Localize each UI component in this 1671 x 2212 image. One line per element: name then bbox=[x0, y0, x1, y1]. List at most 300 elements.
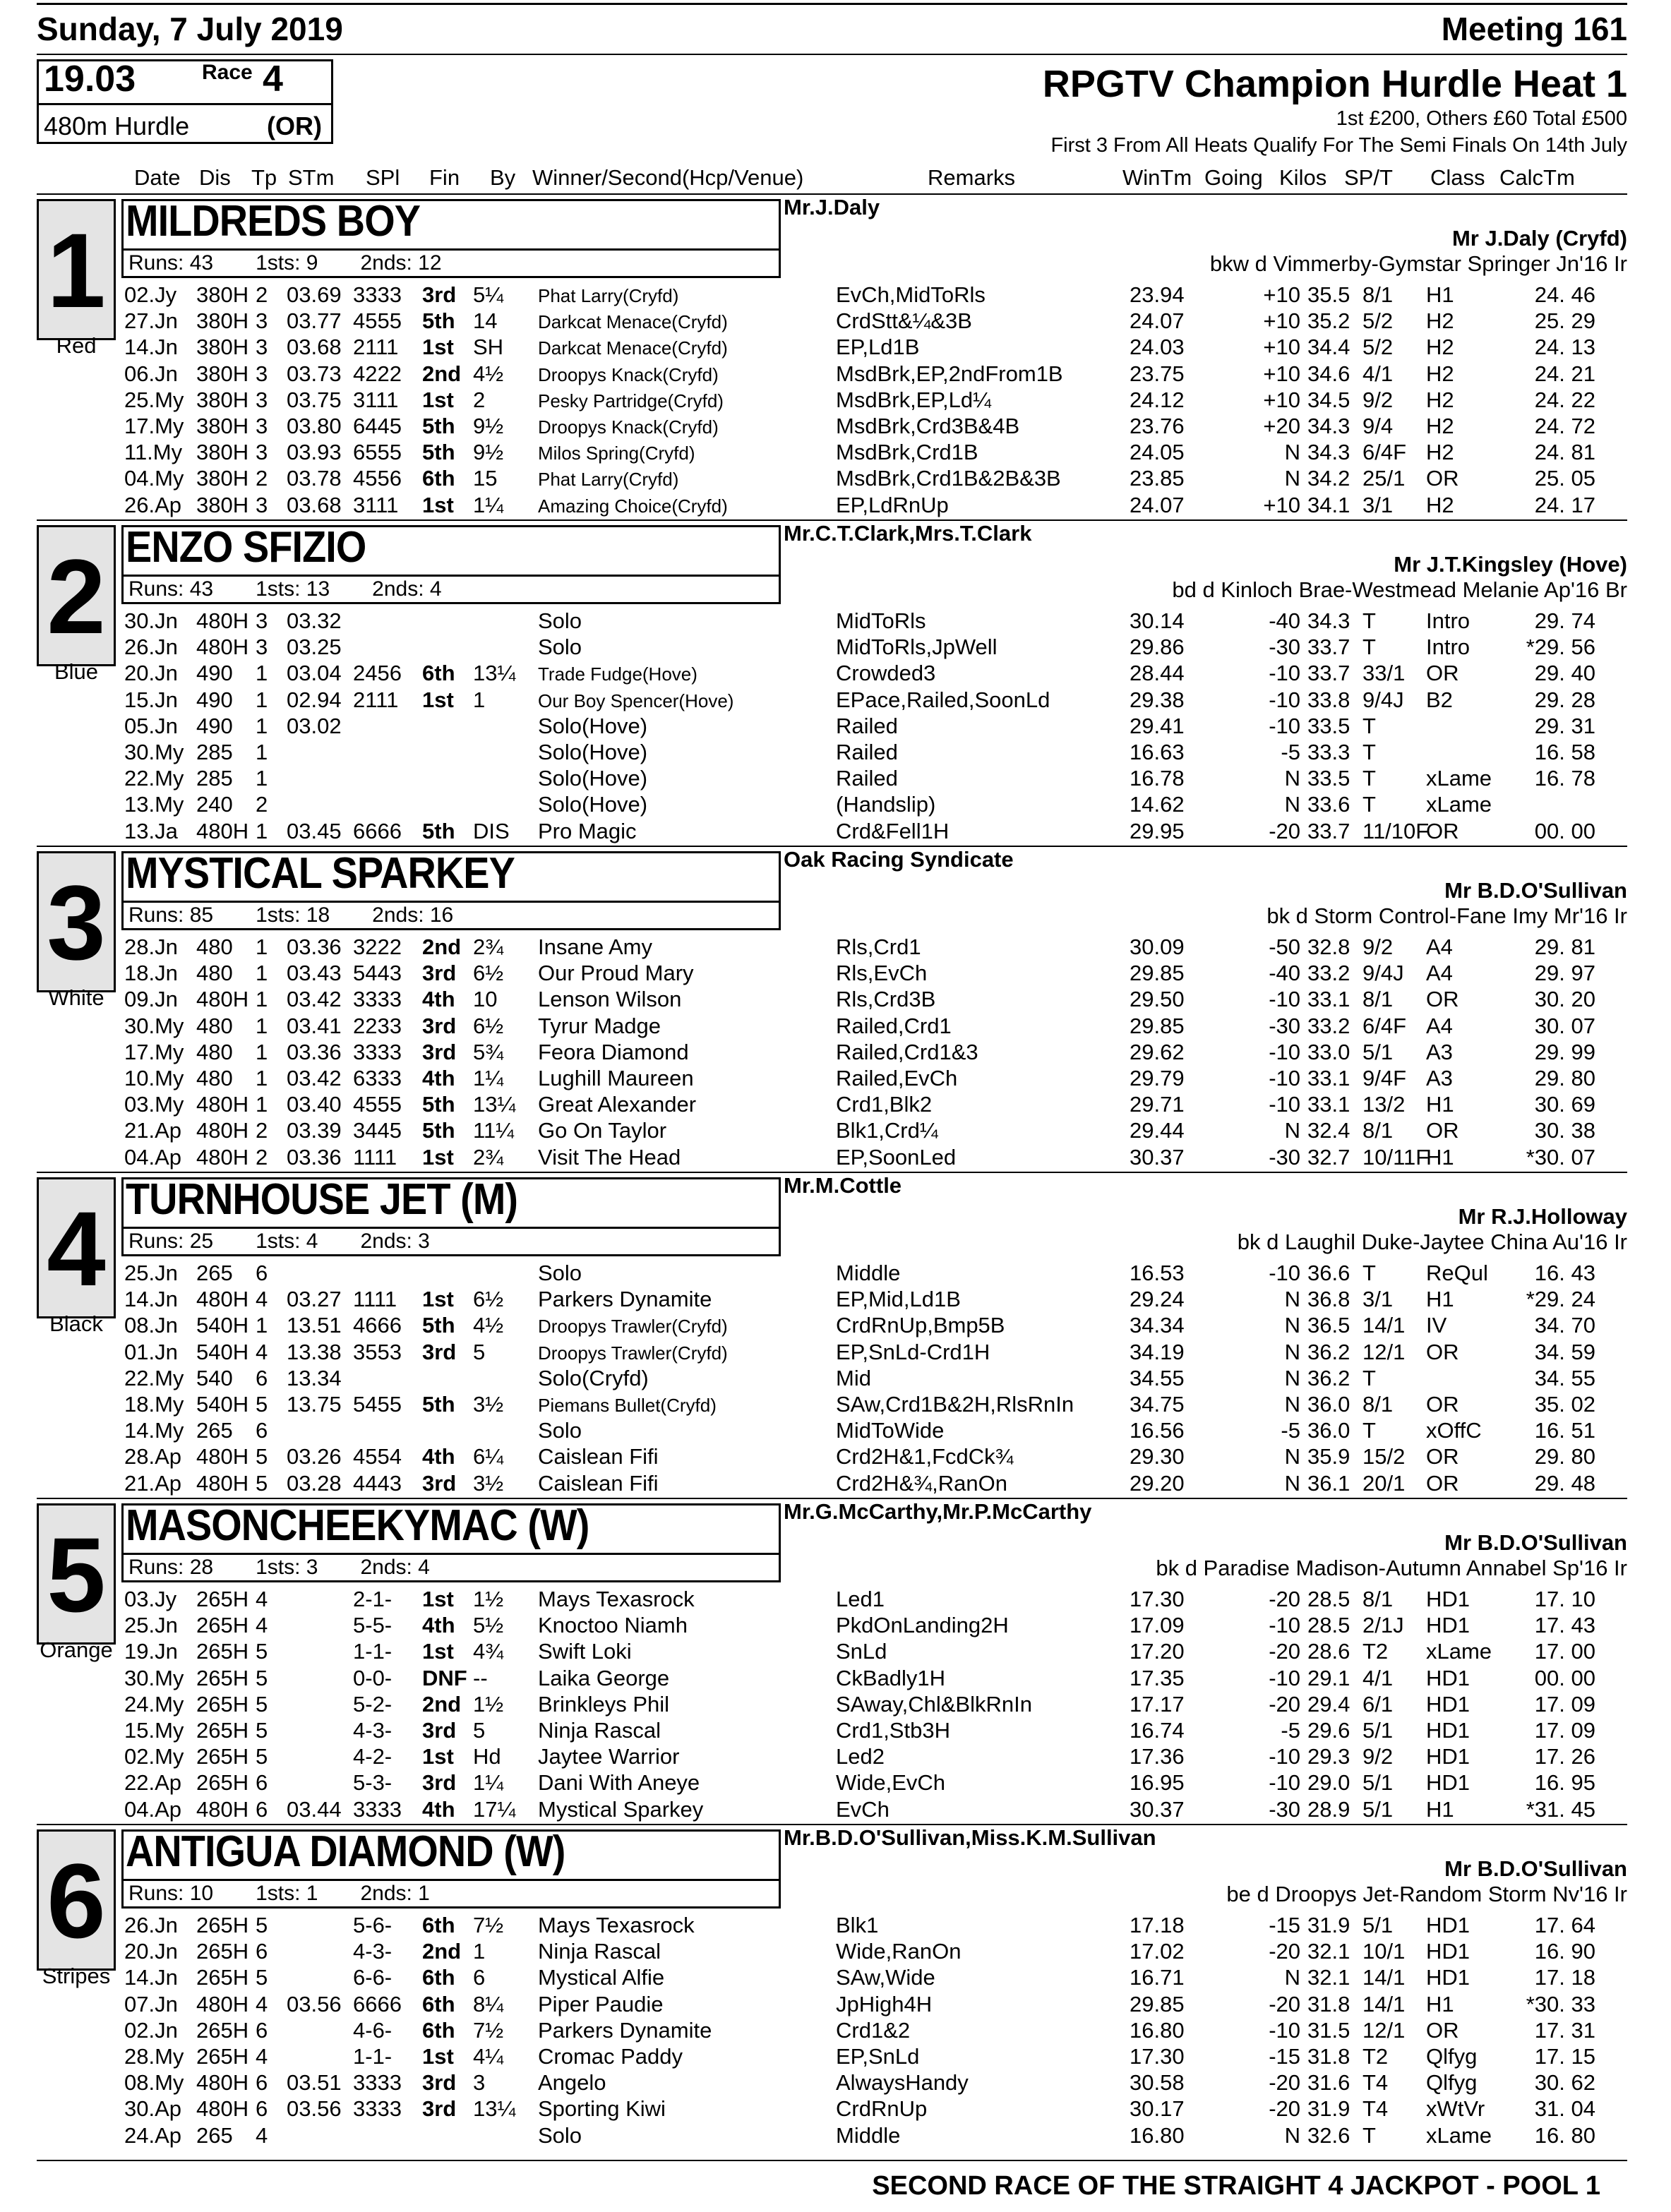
form-calc-time: 16. 95 bbox=[1534, 1770, 1595, 1796]
form-finish: 5th bbox=[422, 440, 455, 465]
form-trap: 5 bbox=[256, 1470, 268, 1496]
form-by: 6¼ bbox=[473, 1444, 504, 1469]
form-kilos: 33.7 bbox=[1307, 661, 1350, 686]
form-row bbox=[0, 1418, 1671, 1444]
form-by: 5¾ bbox=[473, 1039, 504, 1064]
form-distance: 240 bbox=[196, 792, 233, 817]
form-kilos: 33.1 bbox=[1307, 1066, 1350, 1090]
form-remarks: CrdRnUp bbox=[836, 2096, 928, 2122]
form-win-time: 30.37 bbox=[1130, 1144, 1185, 1170]
form-calc-time: *29. 56 bbox=[1526, 635, 1595, 660]
form-split: 5-2- bbox=[353, 1691, 393, 1717]
form-split: 2111 bbox=[353, 335, 399, 360]
form-date: 30.Jn bbox=[124, 608, 178, 633]
form-date: 03.Jy bbox=[124, 1587, 177, 1611]
footer-note: SECOND RACE OF THE STRAIGHT 4 JACKPOT - POOL 1 bbox=[872, 2171, 1600, 2201]
form-trap: 6 bbox=[256, 1418, 268, 1443]
form-win-time: 29.86 bbox=[1130, 635, 1185, 660]
form-class: HD1 bbox=[1426, 1939, 1471, 1964]
form-kilos: 33.7 bbox=[1307, 635, 1350, 660]
form-sp: 5/1 bbox=[1362, 1796, 1394, 1822]
form-by: 5 bbox=[473, 1718, 486, 1743]
form-distance: 380H bbox=[196, 282, 249, 307]
form-remarks: Crd2H&¾,RanOn bbox=[836, 1470, 1007, 1496]
form-distance: 490 bbox=[196, 713, 233, 738]
form-date: 14.My bbox=[124, 1418, 184, 1443]
form-date: 30.My bbox=[124, 1013, 184, 1038]
form-kilos: 35.2 bbox=[1307, 308, 1350, 334]
form-split: 6666 bbox=[353, 1991, 402, 2016]
form-sp: 9/4F bbox=[1362, 1066, 1407, 1090]
form-win-time: 16.80 bbox=[1130, 2122, 1185, 2148]
form-win-time: 16.56 bbox=[1130, 1418, 1185, 1443]
form-sectional: 03.26 bbox=[287, 1444, 342, 1469]
form-finish: 6th bbox=[422, 466, 455, 491]
form-remarks: MsdBrk,Crd1B&2B&3B bbox=[836, 466, 1061, 491]
form-going: N bbox=[1284, 2122, 1300, 2148]
form-finish: 3rd bbox=[422, 2096, 457, 2122]
form-class: HD1 bbox=[1426, 1770, 1471, 1796]
form-calc-time: 29. 28 bbox=[1534, 687, 1595, 712]
form-finish: 4th bbox=[422, 1613, 455, 1638]
form-going: -20 bbox=[1269, 818, 1300, 843]
trap-number: 6 bbox=[37, 1829, 116, 1971]
form-win-time: 29.20 bbox=[1130, 1470, 1185, 1496]
form-remarks: EP,SoonLed bbox=[836, 1144, 957, 1170]
stat-runs: Runs: 43 bbox=[128, 251, 214, 275]
trap-number: 3 bbox=[37, 851, 116, 992]
form-calc-time: *30. 33 bbox=[1526, 1991, 1595, 2016]
footer-rule bbox=[37, 2160, 1627, 2161]
form-calc-time: 17. 09 bbox=[1534, 1718, 1595, 1743]
dog-name: MASONCHEEKYMAC (W) bbox=[126, 1501, 589, 1550]
form-win-time: 24.07 bbox=[1130, 492, 1185, 517]
form-distance: 480H bbox=[196, 2096, 249, 2122]
form-going: -10 bbox=[1269, 1665, 1300, 1690]
dog-name: ANTIGUA DIAMOND (W) bbox=[126, 1827, 565, 1876]
form-sp: 9/4 bbox=[1362, 414, 1394, 438]
form-split: 3222 bbox=[353, 934, 402, 959]
form-sp: T bbox=[1362, 635, 1376, 660]
form-remarks: CkBadly1H bbox=[836, 1665, 946, 1690]
form-trap: 3 bbox=[256, 440, 268, 465]
form-win-time: 23.85 bbox=[1130, 466, 1185, 491]
form-row bbox=[0, 1471, 1671, 1497]
form-remarks: MsdBrk,Crd3B&4B bbox=[836, 414, 1020, 438]
form-row bbox=[0, 1340, 1671, 1366]
form-kilos: 29.0 bbox=[1307, 1770, 1350, 1796]
form-split: 1111 bbox=[353, 1144, 397, 1170]
form-winner: Droopys Trawler(Cryfd) bbox=[538, 1342, 728, 1364]
form-split: 2-1- bbox=[353, 1587, 393, 1611]
form-distance: 285 bbox=[196, 766, 233, 791]
form-class: xLame bbox=[1426, 1639, 1492, 1664]
form-winner: Solo(Cryfd) bbox=[538, 1365, 649, 1390]
form-date: 28.Ap bbox=[124, 1444, 182, 1469]
form-by: 2¾ bbox=[473, 1144, 504, 1170]
form-row bbox=[0, 1639, 1671, 1665]
form-sp: 14/1 bbox=[1362, 1313, 1406, 1338]
form-kilos: 34.5 bbox=[1307, 387, 1350, 412]
form-split: 3553 bbox=[353, 1339, 402, 1364]
trap-number: 4 bbox=[37, 1177, 116, 1318]
form-remarks: SAway,Chl&BlkRnIn bbox=[836, 1691, 1032, 1717]
form-sp: 10/11F bbox=[1362, 1144, 1430, 1170]
form-trap: 3 bbox=[256, 335, 268, 360]
form-win-time: 29.50 bbox=[1130, 987, 1185, 1012]
form-remarks: MidToRls,JpWell bbox=[836, 635, 998, 660]
form-finish: 2nd bbox=[422, 934, 462, 959]
form-sp: 10/1 bbox=[1362, 1939, 1406, 1964]
form-winner: Darkcat Menace(Cryfd) bbox=[538, 337, 728, 359]
form-trap: 4 bbox=[256, 1339, 268, 1364]
form-going: N bbox=[1284, 1118, 1300, 1143]
form-sp: 3/1 bbox=[1362, 1287, 1394, 1312]
form-going: -10 bbox=[1269, 661, 1300, 686]
dog-name: TURNHOUSE JET (M) bbox=[126, 1175, 518, 1224]
form-winner: Caislean Fifi bbox=[538, 1444, 659, 1469]
form-finish: 1st bbox=[422, 335, 454, 360]
form-winner: Solo(Hove) bbox=[538, 740, 648, 764]
form-distance: 265H bbox=[196, 2044, 249, 2069]
form-finish: 1st bbox=[422, 1144, 454, 1170]
form-calc-time: 24. 46 bbox=[1534, 282, 1595, 307]
form-calc-time: 29. 31 bbox=[1534, 713, 1595, 738]
form-remarks: EP,Mid,Ld1B bbox=[836, 1287, 961, 1312]
form-calc-time: 31. 04 bbox=[1534, 2096, 1595, 2122]
form-going: -10 bbox=[1269, 1261, 1300, 1285]
form-trap: 3 bbox=[256, 387, 268, 412]
form-win-time: 23.75 bbox=[1130, 361, 1185, 386]
breeding: bd d Kinloch Brae-Westmead Melanie Ap'16 Br bbox=[1172, 577, 1627, 602]
form-kilos: 28.9 bbox=[1307, 1796, 1350, 1822]
form-remarks: Middle bbox=[836, 1261, 901, 1285]
form-kilos: 33.6 bbox=[1307, 792, 1350, 817]
form-remarks: EP,SnLd bbox=[836, 2044, 920, 2069]
col-stm: STm bbox=[288, 165, 335, 190]
form-calc-time: 17. 09 bbox=[1534, 1691, 1595, 1717]
form-sectional: 03.44 bbox=[287, 1796, 342, 1822]
form-sp: T bbox=[1362, 766, 1376, 791]
form-distance: 265H bbox=[196, 1691, 249, 1717]
form-sp: 12/1 bbox=[1362, 2017, 1406, 2043]
form-remarks: SAw,Wide bbox=[836, 1965, 935, 1990]
form-winner: Darkcat Menace(Cryfd) bbox=[538, 311, 728, 333]
form-split: 5455 bbox=[353, 1392, 402, 1417]
form-trap: 3 bbox=[256, 308, 268, 334]
form-sectional: 13.75 bbox=[287, 1392, 342, 1417]
form-calc-time: 29. 48 bbox=[1534, 1470, 1595, 1496]
form-date: 05.Jn bbox=[124, 713, 178, 738]
form-split: 2456 bbox=[353, 661, 402, 686]
form-winner: Sporting Kiwi bbox=[538, 2096, 666, 2122]
form-finish: 1st bbox=[422, 1744, 454, 1769]
form-split: 6-6- bbox=[353, 1965, 393, 1990]
form-by: 6½ bbox=[473, 1013, 504, 1038]
form-trap: 2 bbox=[256, 466, 268, 491]
form-calc-time: 29. 74 bbox=[1534, 608, 1595, 633]
form-kilos: 33.1 bbox=[1307, 1092, 1350, 1117]
form-kilos: 36.6 bbox=[1307, 1261, 1350, 1285]
form-winner: Solo(Hove) bbox=[538, 713, 648, 738]
form-going: -10 bbox=[1269, 2017, 1300, 2043]
form-sp: 9/4J bbox=[1362, 961, 1404, 986]
form-class: HD1 bbox=[1426, 1744, 1471, 1769]
form-finish: 1st bbox=[422, 2044, 454, 2069]
form-winner: Angelo bbox=[538, 2070, 606, 2096]
form-winner: Swift Loki bbox=[538, 1639, 632, 1664]
form-going: +10 bbox=[1263, 282, 1300, 307]
form-winner: Caislean Fifi bbox=[538, 1470, 659, 1496]
form-sectional: 03.69 bbox=[287, 282, 342, 307]
form-calc-time: 29. 80 bbox=[1534, 1066, 1595, 1090]
form-finish: 3rd bbox=[422, 1013, 457, 1038]
form-class: OR bbox=[1426, 1339, 1459, 1364]
form-calc-time: 30. 38 bbox=[1534, 1118, 1595, 1143]
form-finish: 5th bbox=[422, 1313, 455, 1338]
form-date: 06.Jn bbox=[124, 361, 178, 386]
form-going: -5 bbox=[1281, 740, 1300, 764]
form-row bbox=[0, 687, 1671, 714]
form-win-time: 17.17 bbox=[1130, 1691, 1185, 1717]
form-finish: 6th bbox=[422, 2017, 455, 2043]
form-class: Intro bbox=[1426, 608, 1471, 633]
form-row bbox=[0, 1118, 1671, 1144]
form-trap: 2 bbox=[256, 1144, 268, 1170]
form-class: OR bbox=[1426, 1470, 1459, 1496]
dog-stats bbox=[128, 903, 496, 927]
form-sectional: 03.42 bbox=[287, 987, 342, 1012]
form-win-time: 34.55 bbox=[1130, 1365, 1185, 1390]
form-date: 28.My bbox=[124, 2044, 184, 2069]
form-row bbox=[0, 2044, 1671, 2070]
form-winner: Mystical Alfie bbox=[538, 1965, 665, 1990]
form-distance: 380H bbox=[196, 414, 249, 438]
form-sp: 6/4F bbox=[1362, 440, 1407, 465]
form-sectional: 03.42 bbox=[287, 1066, 342, 1090]
form-distance: 265H bbox=[196, 1965, 249, 1990]
form-remarks: Railed,EvCh bbox=[836, 1066, 958, 1090]
form-by: 6 bbox=[473, 1965, 486, 1990]
col-winner: Winner/Second(Hcp/Venue) bbox=[532, 165, 804, 190]
form-date: 22.My bbox=[124, 766, 184, 791]
form-win-time: 17.35 bbox=[1130, 1665, 1185, 1690]
form-remarks: Crd1,Stb3H bbox=[836, 1718, 950, 1743]
form-date: 20.Jn bbox=[124, 661, 178, 686]
trap-colour: Orange bbox=[40, 1637, 113, 1662]
form-row bbox=[0, 282, 1671, 308]
form-by: 6½ bbox=[473, 961, 504, 986]
dog-name-box-divider bbox=[121, 575, 781, 577]
form-calc-time: 17. 26 bbox=[1534, 1744, 1595, 1769]
dog-name: MILDREDS BOY bbox=[126, 197, 421, 246]
form-finish: 3rd bbox=[422, 2070, 457, 2096]
form-going: -10 bbox=[1269, 687, 1300, 712]
form-calc-time: 24. 21 bbox=[1534, 361, 1595, 386]
form-trap: 3 bbox=[256, 414, 268, 438]
form-calc-time: 30. 20 bbox=[1534, 987, 1595, 1012]
form-row bbox=[0, 1287, 1671, 1313]
col-kilos: Kilos bbox=[1279, 165, 1327, 190]
form-remarks: Crowded3 bbox=[836, 661, 936, 686]
trainer: Mr B.D.O'Sullivan bbox=[1444, 878, 1627, 903]
form-date: 02.Jn bbox=[124, 2017, 178, 2043]
form-remarks: Rls,Crd3B bbox=[836, 987, 936, 1012]
form-sectional: 03.51 bbox=[287, 2070, 342, 2096]
form-trap: 1 bbox=[256, 766, 268, 791]
form-kilos: 33.0 bbox=[1307, 1039, 1350, 1064]
form-split: 1-1- bbox=[353, 1639, 393, 1664]
form-finish: 2nd bbox=[422, 1691, 462, 1717]
form-split: 5443 bbox=[353, 961, 402, 986]
form-calc-time: 25. 29 bbox=[1534, 308, 1595, 334]
form-split: 4443 bbox=[353, 1470, 402, 1496]
form-winner: Pesky Partridge(Cryfd) bbox=[538, 390, 724, 411]
trainer: Mr J.T.Kingsley (Hove) bbox=[1394, 552, 1627, 577]
form-class: H2 bbox=[1426, 361, 1454, 386]
form-trap: 2 bbox=[256, 792, 268, 817]
dog-name-box-divider bbox=[121, 1227, 781, 1229]
form-class: OR bbox=[1426, 1392, 1459, 1417]
form-going: N bbox=[1284, 1392, 1300, 1417]
form-class: HD1 bbox=[1426, 1613, 1471, 1638]
form-sp: 2/1J bbox=[1362, 1613, 1404, 1638]
form-sp: 9/2 bbox=[1362, 934, 1394, 959]
stat-seconds: 2nds: 12 bbox=[360, 251, 442, 275]
trap-number: 5 bbox=[37, 1503, 116, 1645]
dog-stats bbox=[128, 1230, 472, 1254]
form-sp: T bbox=[1362, 2122, 1376, 2148]
form-class: HD1 bbox=[1426, 1665, 1471, 1690]
form-row bbox=[0, 1261, 1671, 1287]
form-class: OR bbox=[1426, 987, 1459, 1012]
form-kilos: 32.4 bbox=[1307, 1118, 1350, 1143]
form-distance: 480H bbox=[196, 1118, 249, 1143]
form-row bbox=[0, 2070, 1671, 2096]
race-label: Race bbox=[202, 61, 253, 84]
form-row bbox=[0, 1040, 1671, 1066]
form-kilos: 33.3 bbox=[1307, 740, 1350, 764]
form-win-time: 16.95 bbox=[1130, 1770, 1185, 1796]
form-by: SH bbox=[473, 335, 504, 360]
form-date: 15.My bbox=[124, 1718, 184, 1743]
form-calc-time: 34. 59 bbox=[1534, 1339, 1595, 1364]
form-winner: Solo bbox=[538, 2122, 582, 2148]
form-class: H1 bbox=[1426, 282, 1454, 307]
form-trap: 2 bbox=[256, 1118, 268, 1143]
form-kilos: 36.2 bbox=[1307, 1339, 1350, 1364]
race-grade: (OR) bbox=[267, 112, 322, 140]
form-trap: 5 bbox=[256, 1913, 268, 1937]
form-by: 1 bbox=[473, 1939, 486, 1964]
form-class: A4 bbox=[1426, 961, 1453, 986]
form-going: -5 bbox=[1281, 1418, 1300, 1443]
form-remarks: Rls,EvCh bbox=[836, 961, 928, 986]
form-split: 1-1- bbox=[353, 2044, 393, 2069]
form-row bbox=[0, 1965, 1671, 1991]
form-calc-time: 17. 15 bbox=[1534, 2044, 1595, 2069]
form-remarks: JpHigh4H bbox=[836, 1991, 933, 2016]
form-sp: 8/1 bbox=[1362, 1392, 1394, 1417]
form-class: A3 bbox=[1426, 1066, 1453, 1090]
form-trap: 6 bbox=[256, 1770, 268, 1796]
form-distance: 480H bbox=[196, 1796, 249, 1822]
form-calc-time: *31. 45 bbox=[1526, 1796, 1595, 1822]
form-row bbox=[0, 1718, 1671, 1744]
form-split: 4555 bbox=[353, 308, 402, 334]
form-split: 4555 bbox=[353, 1092, 402, 1117]
form-distance: 480H bbox=[196, 2070, 249, 2096]
form-win-time: 29.44 bbox=[1130, 1118, 1185, 1143]
form-going: -15 bbox=[1269, 2044, 1300, 2069]
form-win-time: 16.78 bbox=[1130, 766, 1185, 791]
form-winner: Lenson Wilson bbox=[538, 987, 682, 1012]
form-distance: 265H bbox=[196, 1913, 249, 1937]
form-finish: 2nd bbox=[422, 1939, 462, 1964]
form-sectional: 03.32 bbox=[287, 608, 342, 633]
form-kilos: 34.4 bbox=[1307, 335, 1350, 360]
form-remarks: Blk1 bbox=[836, 1913, 879, 1937]
form-calc-time: 34. 55 bbox=[1534, 1365, 1595, 1390]
form-win-time: 17.30 bbox=[1130, 2044, 1185, 2069]
form-split: 3111 bbox=[353, 387, 399, 412]
form-sp: T4 bbox=[1362, 2096, 1389, 2122]
form-by: 7½ bbox=[473, 2017, 504, 2043]
form-trap: 5 bbox=[256, 1392, 268, 1417]
form-winner: Tyrur Madge bbox=[538, 1013, 661, 1038]
form-split: 3333 bbox=[353, 282, 402, 307]
form-class: HD1 bbox=[1426, 1913, 1471, 1937]
form-winner: Insane Amy bbox=[538, 934, 652, 959]
form-going: -10 bbox=[1269, 1039, 1300, 1064]
form-kilos: 33.2 bbox=[1307, 961, 1350, 986]
form-win-time: 16.63 bbox=[1130, 740, 1185, 764]
form-remarks: (Handslip) bbox=[836, 792, 936, 817]
form-calc-time: 29. 99 bbox=[1534, 1039, 1595, 1064]
form-going: -20 bbox=[1269, 1587, 1300, 1611]
form-sectional: 03.40 bbox=[287, 1092, 342, 1117]
form-row bbox=[0, 1692, 1671, 1718]
form-split: 2233 bbox=[353, 1013, 402, 1038]
form-calc-time: 17. 10 bbox=[1534, 1587, 1595, 1611]
form-row bbox=[0, 608, 1671, 635]
form-split: 6666 bbox=[353, 818, 402, 843]
form-class: xLame bbox=[1426, 2122, 1492, 2148]
race-info-divider bbox=[37, 103, 333, 105]
form-kilos: 33.2 bbox=[1307, 1013, 1350, 1038]
form-remarks: Led2 bbox=[836, 1744, 885, 1769]
form-remarks: MidToRls bbox=[836, 608, 926, 633]
form-winner: Jaytee Warrior bbox=[538, 1744, 680, 1769]
form-by: 1 bbox=[473, 687, 486, 712]
form-row bbox=[0, 1444, 1671, 1470]
form-date: 15.Jn bbox=[124, 687, 178, 712]
form-distance: 480H bbox=[196, 1444, 249, 1469]
form-win-time: 29.71 bbox=[1130, 1092, 1185, 1117]
form-going: +10 bbox=[1263, 335, 1300, 360]
form-win-time: 29.85 bbox=[1130, 1013, 1185, 1038]
stat-runs: Runs: 43 bbox=[128, 577, 214, 601]
col-going: Going bbox=[1204, 165, 1263, 190]
stat-firsts: 1sts: 13 bbox=[256, 577, 330, 601]
form-sp: 5/2 bbox=[1362, 335, 1394, 360]
form-by: 4¾ bbox=[473, 1639, 504, 1664]
form-calc-time: 30. 69 bbox=[1534, 1092, 1595, 1117]
form-row bbox=[0, 766, 1671, 792]
form-class: xOffC bbox=[1426, 1418, 1482, 1443]
form-remarks: CrdStt&¼&3B bbox=[836, 308, 972, 334]
form-sp: 12/1 bbox=[1362, 1339, 1406, 1364]
